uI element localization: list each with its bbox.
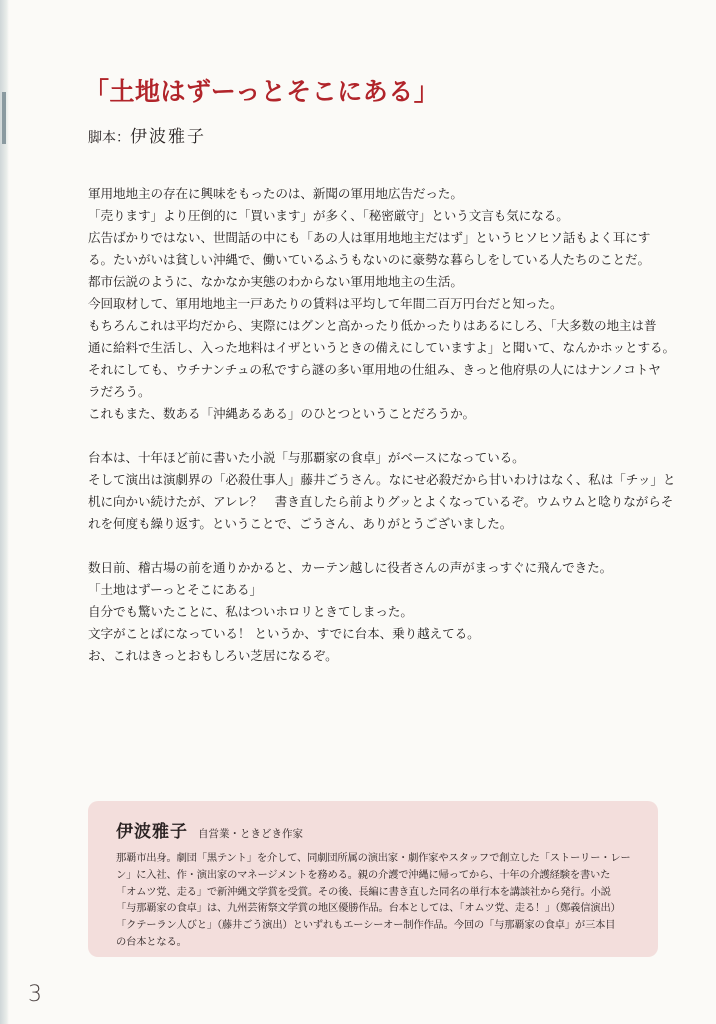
author-credit <box>88 122 206 147</box>
text-line: 軍用地地主の存在に興味をもったのは、新聞の軍用地広告だった。 <box>88 186 463 201</box>
page-edge-strip <box>0 0 9 1024</box>
edge-mark <box>2 92 6 118</box>
author-name: 伊波雅子 <box>130 127 206 147</box>
text-line: これもまた、数ある「沖縄あるある」のひとつということだろうか。 <box>88 406 476 421</box>
bio-line: 那覇市出身。劇団「黒テント」を介して、同劇団所属の演出家・劇作家やスタッフで創立した「ストーリー・レー <box>116 852 631 864</box>
text-line: 今回取材して、軍用地地主一戸あたりの賃料は平均して年間二百万円台だと知った。 <box>88 296 563 311</box>
paragraph-2 <box>88 447 676 535</box>
bio-text <box>116 850 638 951</box>
essay-body <box>88 183 676 689</box>
text-line: お、これはきっとおもしろい芝居になるぞ。 <box>88 648 338 663</box>
text-line: 都市伝説のように、なかなか実態のわからない軍用地地主の生活。 <box>88 274 463 289</box>
bio-line: 「オムツ党、走る」で新沖縄文学賞を受賞。その後、長編に書き直した同名の単行本を講談社から発行。小説 <box>116 885 611 898</box>
bio-header <box>116 817 638 842</box>
text-line: れを何度も繰り返す。ということで、ごうさん、ありがとうございました。 <box>88 516 513 531</box>
text-line: ラだろう。 <box>88 384 151 399</box>
text-line: 数日前、稽古場の前を通りかかると、カーテン越しに役者さんの声がまっすぐに飛んできた。 <box>88 560 613 575</box>
text-line: 「土地はずーっとそこにある」 <box>88 582 263 597</box>
text-line: 「売ります」より圧倒的に「買います」が多く、「秘密厳守」という文言も気になる。 <box>88 208 569 223</box>
text-line: る。たいがいは貧しい沖縄で、働いているふうもないのに豪勢な暮らしをしている人たちのことだ。 <box>88 252 650 267</box>
page-title: 「土地はずーっとそこにある」 <box>84 77 440 106</box>
text-line: 台本は、十年ほど前に書いた小説「与那覇家の食卓」がベースになっている。 <box>88 450 525 465</box>
text-line: 広告ばかりではない、世間話の中にも「あの人は軍用地地主だはず」というヒソヒソ話もよく耳にす <box>88 230 651 245</box>
paragraph-1 <box>88 183 675 425</box>
bio-line: ン」に入社、作・演出家のマネージメントを務める。親の介護で沖縄に帰ってから、十年の介護経験を書いた <box>116 868 611 881</box>
author-bio-box <box>88 801 658 957</box>
bio-line: 「与那覇家の食卓」は、九州芸術祭文学賞の地区優勝作品。台本としては、「オムツ党、走る！」（鄭義信演出） <box>116 902 621 915</box>
text-line: それにしても、ウチナンチュの私ですら謎の多い軍用地の仕組み、きっと他府県の人にはナンノコトヤ <box>88 362 661 377</box>
text-line: そして演出は演劇界の「必殺仕事人」藤井ごうさん。なにせ必殺だから甘いわけはなく、私は「チッ」と <box>88 472 676 487</box>
bio-role: 自営業・ときどき作家 <box>198 828 303 840</box>
paragraph-3 <box>88 557 636 667</box>
edge-mark <box>2 118 6 144</box>
text-line: 机に向かい続けたが、アレレ？ 書き直したら前よりグッとよくなっているぞ。ウムウムと唸りながらそ <box>88 494 674 509</box>
bio-name: 伊波雅子 <box>116 822 188 842</box>
text-line: 通に給料で生活し、入った地料はイザというときの備えにしていますよ」と聞いて、なんかホッとする。 <box>88 340 675 355</box>
bio-line: の台本となる。 <box>116 935 187 948</box>
text-line: もちろんこれは平均だから、実際にはグンと高かったり低かったりはあるにしろ、「大多数の地主は普 <box>88 318 657 333</box>
text-line: 自分でも驚いたことに、私はついホロリときてしまった。 <box>88 604 413 619</box>
bio-line: 「クテーラン人びと」（藤井ごう演出）といずれもエーシーオー制作作品。今回の「与那覇家の食卓」が三本目 <box>116 919 616 932</box>
author-label: 脚本： <box>88 130 130 146</box>
page-number: 3 <box>28 982 42 1007</box>
text-line: 文字がことばになっている！ というか、すでに台本、乗り越えてる。 <box>88 626 480 641</box>
